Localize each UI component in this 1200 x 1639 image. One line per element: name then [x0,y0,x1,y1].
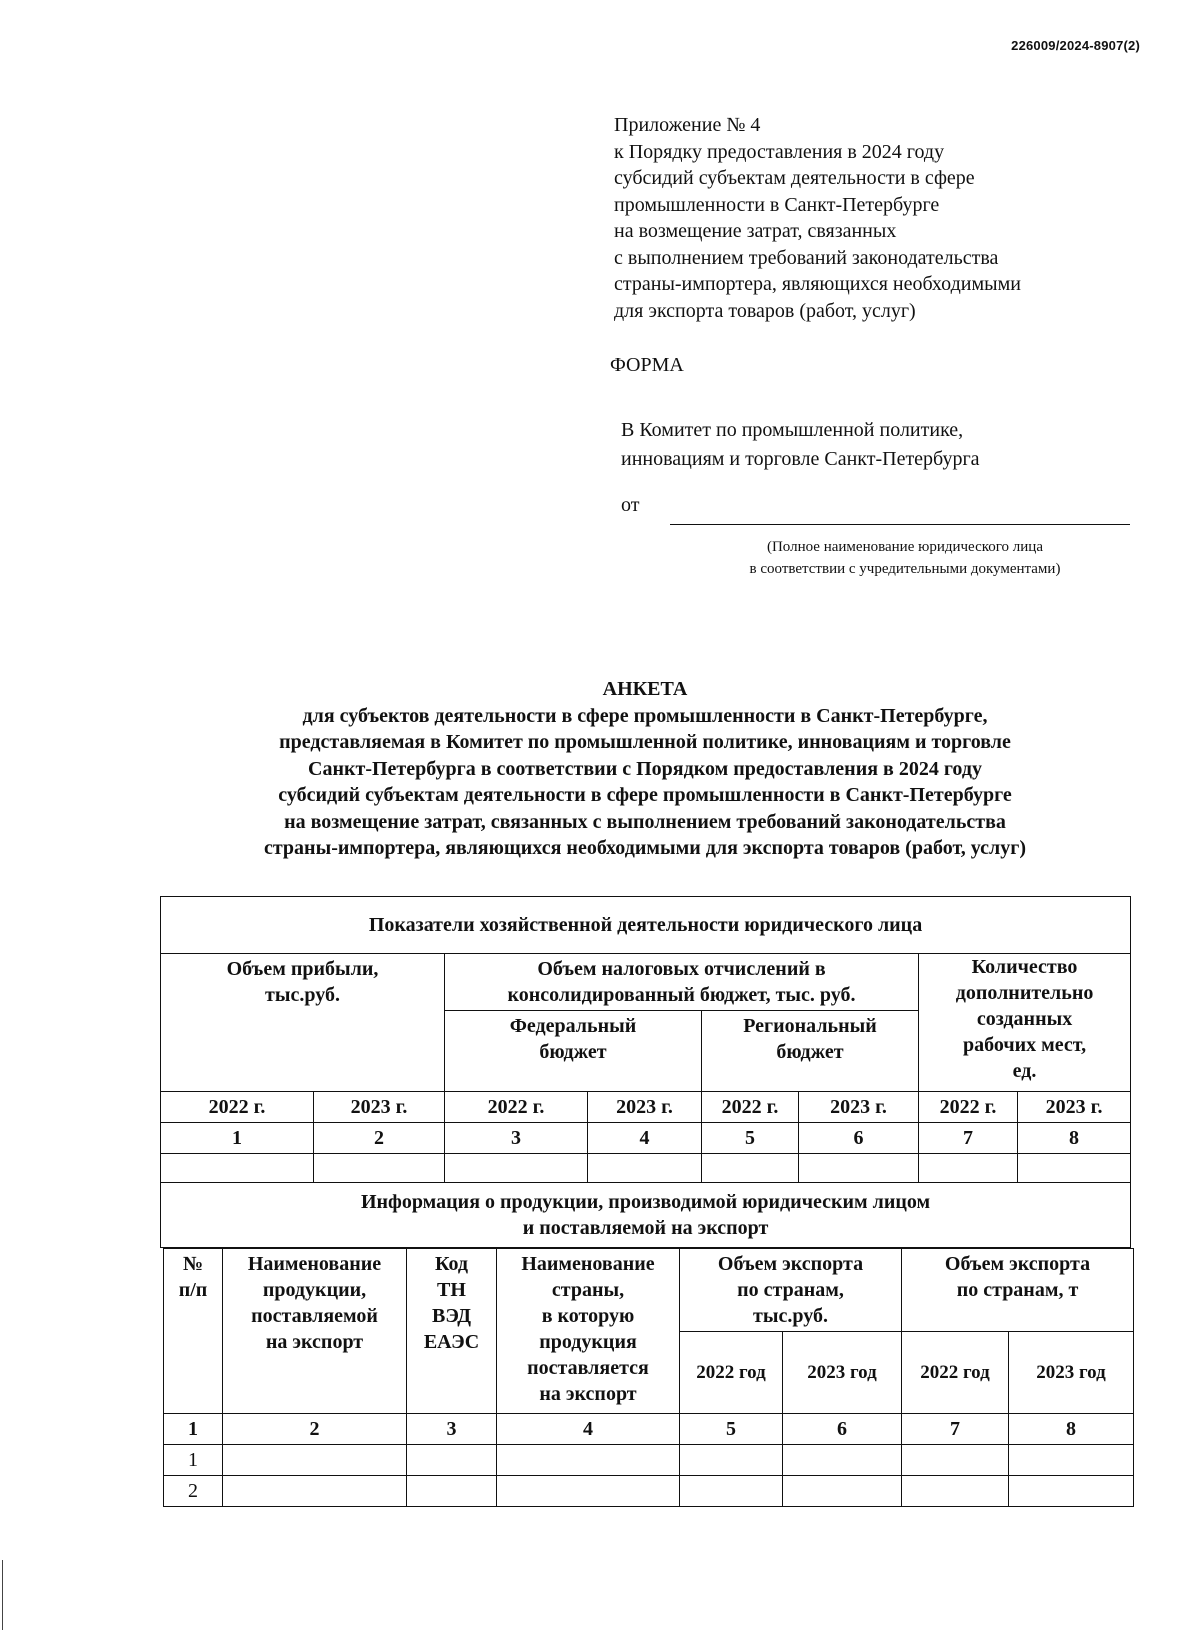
column-number: 2 [223,1414,407,1445]
federal-budget-header [445,1011,702,1092]
year-cell: 2023 год [1009,1332,1134,1414]
appendix-line: субсидий субъектам деятельности в сфере [614,167,975,189]
from-label: от [621,494,640,516]
jobs-header-line: Количество [971,956,1078,978]
jobs-header [919,954,1131,1092]
col-product-line: на экспорт [265,1331,364,1353]
addressee-line: В Комитет по промышленной политике, [621,419,964,441]
indicators-section-title: Показатели хозяйственной деятельности юридического лица [161,897,1131,954]
federal-header-line: бюджет [539,1041,607,1063]
col-export-rub-header [680,1249,902,1332]
col-tons-line: Объем экспорта [944,1253,1091,1275]
column-number: 6 [783,1414,902,1445]
title-line: субсидий субъектам деятельности в сфере промышленности в Санкт-Петербурге [278,784,1012,806]
tax-header-line: Объем налоговых отчислений в [537,958,826,980]
row-number: 1 [164,1445,223,1476]
input-cell[interactable] [1009,1476,1134,1507]
jobs-header-line: созданных [976,1008,1073,1030]
input-cell[interactable] [407,1445,497,1476]
column-number: 8 [1009,1414,1134,1445]
from-hint-line: в соответствии с учредительными документами) [749,561,1061,577]
input-cell[interactable] [902,1476,1009,1507]
input-cell[interactable] [1018,1154,1131,1183]
input-cell[interactable] [407,1476,497,1507]
title-line: представляемая в Комитет по промышленной политике, инновациям и торговле [279,731,1011,753]
column-number: 4 [497,1414,680,1445]
column-number: 3 [445,1123,588,1154]
form-label: ФОРМА [610,354,684,376]
regional-header-line: Региональный [743,1015,877,1037]
col-country-line: Наименование [521,1253,655,1275]
input-cell[interactable] [799,1154,919,1183]
from-hint-line: (Полное наименование юридического лица [766,539,1043,555]
jobs-header-line: ед. [1012,1060,1037,1082]
year-cell: 2023 год [783,1332,902,1414]
column-number: 6 [799,1123,919,1154]
jobs-header-line: рабочих мест, [963,1034,1087,1056]
appendix-block [614,112,1154,324]
col-code-line: Код [434,1253,469,1275]
appendix-line: промышленности в Санкт-Петербурге [614,193,940,216]
col-code-line: ВЭД [432,1305,471,1327]
col-country-header [497,1249,680,1414]
tax-header-line: консолидированный бюджет, тыс. руб. [507,984,856,1006]
year-cell: 2022 год [680,1332,783,1414]
col-rub-line: по странам, [737,1279,844,1301]
input-cell[interactable] [161,1154,314,1183]
input-cell[interactable] [902,1445,1009,1476]
from-input-line[interactable] [670,524,1130,525]
regional-budget-header [702,1011,919,1092]
col-product-line: Наименование [247,1253,382,1275]
profit-header [161,954,445,1092]
scan-edge-mark [2,1560,3,1630]
input-cell[interactable] [702,1154,799,1183]
year-cell: 2023 г. [1018,1092,1131,1123]
year-cell: 2023 г. [314,1092,445,1123]
column-number: 5 [680,1414,783,1445]
col-product-line: продукции, [262,1279,367,1301]
column-number: 7 [902,1414,1009,1445]
year-cell: 2023 г. [799,1092,919,1123]
export-products-table [163,1248,1134,1507]
column-number: 5 [702,1123,799,1154]
title-line: Санкт-Петербурга в соответствии с Порядком предоставления в 2024 году [308,757,982,780]
questionnaire-title [150,676,1140,862]
input-cell[interactable] [314,1154,445,1183]
year-cell: 2022 г. [919,1092,1018,1123]
appendix-line: с выполнением требований законодательства [614,246,999,269]
input-cell[interactable] [223,1445,407,1476]
col-number-line: № [182,1253,204,1275]
column-number: 2 [314,1123,445,1154]
column-number: 3 [407,1414,497,1445]
federal-header-line: Федеральный [509,1015,637,1037]
appendix-line: страны-импортера, являющихся необходимыми [614,273,1021,295]
col-rub-line: тыс.руб. [753,1305,828,1327]
input-cell[interactable] [497,1445,680,1476]
year-cell: 2022 г. [702,1092,799,1123]
col-code-line: ЕАЭС [423,1331,480,1353]
input-cell[interactable] [1009,1445,1134,1476]
column-number: 4 [588,1123,702,1154]
appendix-line: к Порядку предоставления в 2024 году [614,140,945,163]
col-country-line: страны, [551,1279,625,1301]
regional-header-line: бюджет [776,1041,844,1063]
col-code-header [407,1249,497,1414]
year-cell: 2023 г. [588,1092,702,1123]
jobs-header-line: дополнительно [955,982,1094,1004]
title-line: страны-импортера, являющихся необходимыми для экспорта товаров (работ, услуг) [263,837,1026,859]
input-cell[interactable] [497,1476,680,1507]
column-number: 8 [1018,1123,1131,1154]
appendix-line: на возмещение затрат, связанных [614,220,897,242]
addressee-block [621,416,1141,474]
year-cell: 2022 г. [445,1092,588,1123]
column-number: 7 [919,1123,1018,1154]
export-section-title [161,1183,1131,1248]
row-number: 2 [164,1476,223,1507]
input-cell[interactable] [588,1154,702,1183]
export-title-line: Информация о продукции, производимой юридическим лицом [360,1191,931,1213]
input-cell[interactable] [223,1476,407,1507]
col-country-line: в которую [541,1305,635,1327]
title-line: на возмещение затрат, связанных с выполнением требований законодательства [284,810,1006,833]
addressee-line: инновациям и торговле Санкт-Петербурга [621,448,980,470]
col-rub-line: Объем экспорта [717,1253,864,1275]
export-title-line: и поставляемой на экспорт [522,1217,769,1239]
year-cell: 2022 г. [161,1092,314,1123]
col-number-header [164,1249,223,1414]
title-heading: АНКЕТА [602,678,688,700]
col-product-name-header [223,1249,407,1414]
profit-header-line: Объем прибыли, [226,958,379,980]
tax-header [445,954,919,1011]
col-product-line: поставляемой [251,1305,378,1327]
col-code-line: ТН [437,1279,466,1301]
from-hint [640,536,1170,580]
col-country-line: продукция [539,1331,637,1353]
input-cell[interactable] [919,1154,1018,1183]
input-cell[interactable] [783,1445,902,1476]
year-cell: 2022 год [902,1332,1009,1414]
business-indicators-table [160,896,1131,1248]
document-id: 226009/2024-8907(2) [1011,38,1140,53]
appendix-line: для экспорта товаров (работ, услуг) [614,299,916,322]
col-country-line: поставляется [527,1357,649,1379]
input-cell[interactable] [680,1476,783,1507]
col-tons-line: по странам, т [956,1279,1079,1301]
title-line: для субъектов деятельности в сфере промышленности в Санкт-Петербурге, [302,704,988,727]
input-cell[interactable] [680,1445,783,1476]
column-number: 1 [164,1414,223,1445]
input-cell[interactable] [783,1476,902,1507]
col-number-line: п/п [178,1279,208,1301]
col-country-line: на экспорт [539,1383,637,1405]
input-cell[interactable] [445,1154,588,1183]
appendix-line: Приложение № 4 [614,114,761,136]
profit-header-line: тыс.руб. [265,984,340,1006]
col-export-tons-header [902,1249,1134,1332]
column-number: 1 [161,1123,314,1154]
